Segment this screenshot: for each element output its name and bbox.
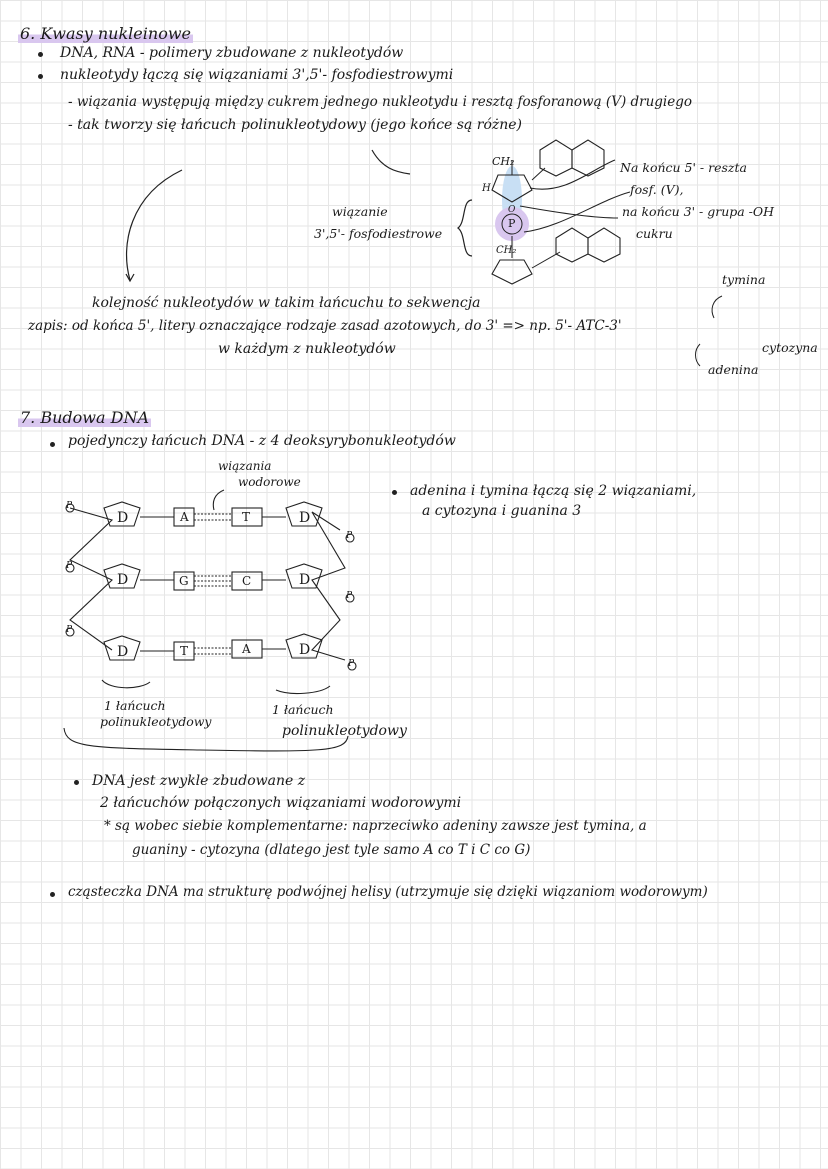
bullet (50, 892, 55, 897)
end3-label-1: na końcu 3' - grupa -OH (622, 204, 775, 219)
pairing-line-1: adenina i tymina łączą się 2 wiązaniami, (410, 483, 697, 499)
s7-line-1: pojedynczy łańcuch DNA - z 4 deoksyrybonukleotydów (68, 433, 456, 449)
helix-line: cząsteczka DNA ma strukturę podwójnej helisy (utrzymuje się dzięki wiązaniom wodorowym) (68, 884, 708, 900)
bond-label-1: wiązanie (332, 204, 388, 219)
strand-right-label-1: 1 łańcuch (272, 702, 334, 717)
s6-line-2: nukleotydy łączą się wiązaniami 3',5'- fosfodiestrowymi (60, 67, 454, 83)
end5-label-1: Na końcu 5' - reszta (620, 160, 747, 175)
phosphate-p: P (66, 625, 73, 635)
hbond-label-2: wodorowe (238, 475, 301, 489)
sugar-d: D (299, 572, 311, 588)
dna-line-3: * są wobec siebie komplementarne: naprzeciwko adeniny zawsze jest tymina, a (104, 818, 647, 834)
sugar-d: D (117, 572, 129, 588)
sugar-d: D (299, 642, 311, 658)
base-right-1: T (242, 510, 251, 524)
struct-ch2-top: CH₂ (492, 155, 515, 168)
dna-line-1: DNA jest zwykle zbudowane z (92, 773, 306, 789)
bond-label-2: 3',5'- fosfodiestrowe (314, 226, 443, 241)
phosphate-p: P (346, 591, 353, 601)
phosphate-p: P (348, 659, 355, 669)
hbond-label-1: wiązania (218, 459, 272, 473)
s6-line-3: - wiązania występują między cukrem jednego nukleotydu i resztą fosforanową (V) drugiego (68, 94, 693, 110)
base-right-3: A (242, 642, 251, 656)
section-6-heading: 6. Kwasy nukleinowe (20, 24, 191, 43)
end3-label-2: cukru (636, 226, 673, 241)
base-left-3: T (180, 644, 189, 658)
base-left-2: G (179, 574, 189, 588)
cytozyna-label: cytozyna (762, 340, 818, 355)
pairing-line-2: a cytozyna i guanina 3 (422, 503, 582, 519)
struct-o: O (508, 205, 516, 215)
s6-line-1: DNA, RNA - polimery zbudowane z nukleotydów (60, 45, 404, 61)
tymina-label: tymina (722, 272, 766, 287)
sugar-d: D (117, 510, 129, 526)
sequence-line-2: zapis: od końca 5', litery oznaczające rodzaje zasad azotowych, do 3' => np. 5'- ATC-3' (28, 318, 622, 334)
adenina-label: adenina (708, 362, 759, 377)
struct-h: H (482, 183, 491, 194)
strand-left-label-2: polinukleotydowy (100, 714, 212, 729)
base-left-1: A (180, 510, 189, 524)
dna-line-2: 2 łańcuchów połączonych wiązaniami wodorowymi (100, 795, 462, 811)
sugar-d: D (117, 644, 129, 660)
base-right-2: C (242, 574, 252, 588)
bullet (74, 780, 79, 785)
sequence-line-1: kolejność nukleotydów w takim łańcuchu to sekwencja (92, 295, 481, 311)
phosphate-p: P (66, 561, 73, 571)
struct-ch2-bottom: CH₂ (496, 245, 517, 256)
phosphate-p: P (66, 501, 73, 511)
s6-line-4: - tak tworzy się łańcuch polinukleotydowy (jego końce są różne) (68, 117, 523, 133)
struct-p: P (508, 217, 516, 230)
phosphate-p: P (346, 531, 353, 541)
strand-left-label-1: 1 łańcuch (104, 698, 166, 713)
sugar-d: D (299, 510, 311, 526)
end5-label-2: fosf. (V), (630, 182, 684, 197)
sequence-line-3: w każdym z nukleotydów (218, 341, 396, 357)
strand-right-label-2: polinukleotydowy (282, 723, 407, 739)
section-7-heading: 7. Budowa DNA (20, 408, 149, 427)
dna-line-4: guaniny - cytozyna (dlatego jest tyle samo A co T i C co G) (132, 842, 531, 858)
